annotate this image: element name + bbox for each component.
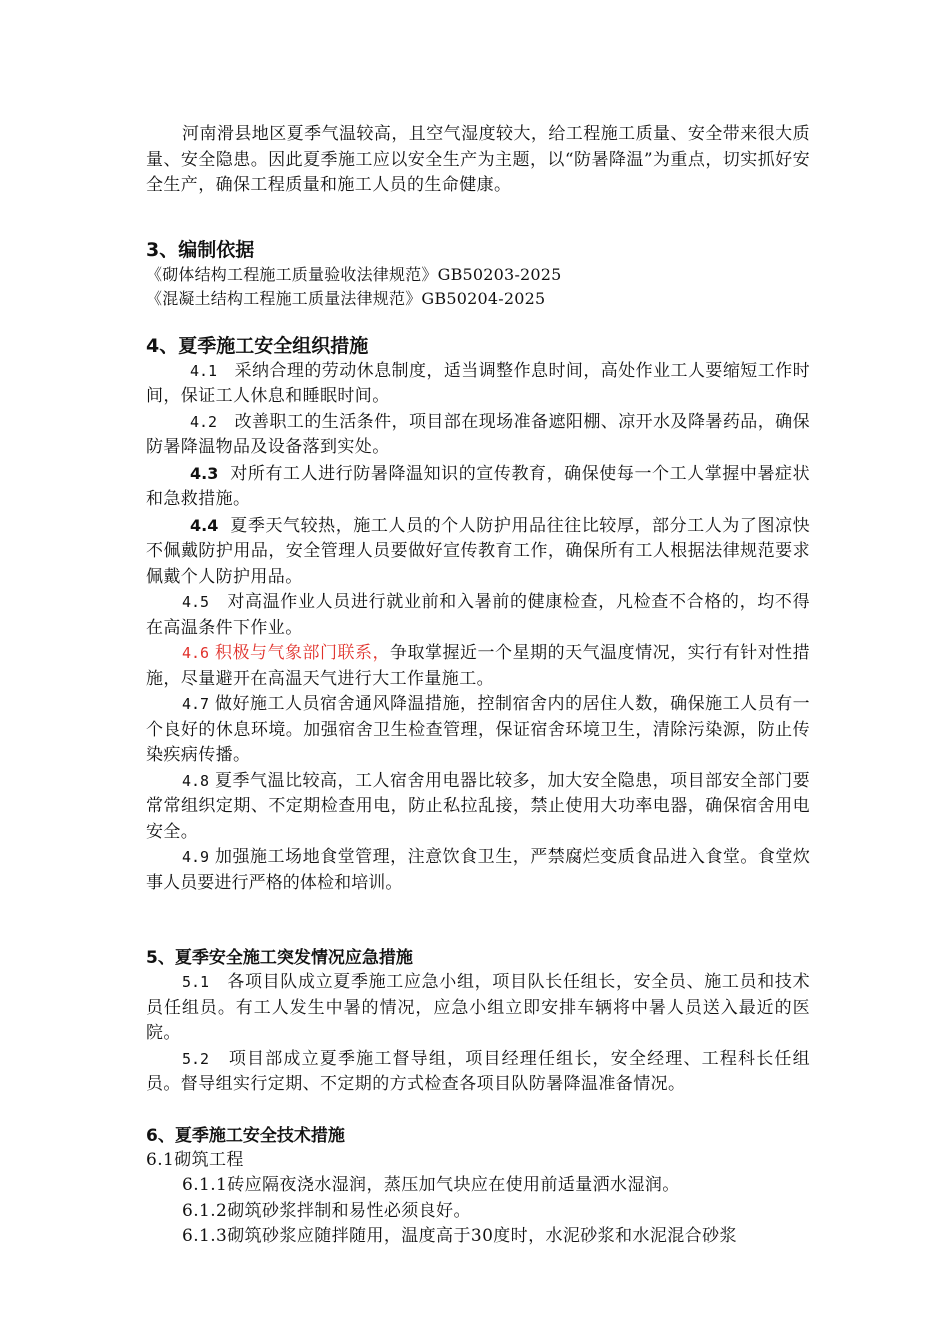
technical-item: 6.1.3砌筑砂浆应随拌随用，温度高于30度时，水泥砂浆和水泥混合砂浆: [182, 1226, 737, 1246]
section-6-heading: 6、夏季施工安全技术措施: [146, 1125, 345, 1146]
measure-item: [146, 845, 810, 896]
section-4-heading: 4、夏季施工安全组织措施: [146, 334, 369, 357]
highlighted-text: 积极与气象部门联系，: [215, 643, 391, 663]
item-text: 对高温作业人员进行就业前和入暑前的健康检查，凡检查不合格的，均不得在高温条件下作业。: [146, 592, 810, 638]
section-5-heading: 5、夏季安全施工突发情况应急措施: [146, 948, 413, 968]
measure-item: [146, 513, 810, 591]
item-number: 5.2: [182, 1049, 210, 1068]
item-number: 4.6 积极与气象部门联系，: [182, 643, 391, 663]
item-number: 5.1: [182, 973, 210, 991]
item-number: 4.7: [182, 695, 210, 713]
item-text: 加强施工场地食堂管理，注意饮食卫生，严禁腐烂变质食品进入食堂。食堂炊事人员要进行严格的体检和培训。: [146, 847, 810, 893]
item-text: 夏季气温比较高，工人宿舍用电器比较多，加大安全隐患，项目部安全部门要常常组织定期、不定期检查用电，防止私拉乱接，禁止使用大功率电器，确保宿舍用电安全。: [146, 770, 810, 842]
item-text: 采纳合理的劳动休息制度，适当调整作息时间，高处作业工人要缩短工作时间，保证工人休息和睡眠时间。: [146, 360, 810, 406]
item-number: 4.1: [190, 361, 218, 380]
item-text: 各项目队成立夏季施工应急小组，项目队长任组长，安全员、施工员和技术员任组员。有工人发生中暑的情况，应急小组立即安排车辆将中暑人员送入最近的医院。: [146, 972, 810, 1043]
item-text: 做好施工人员宿舍通风降温措施，控制宿舍内的居住人数，确保施工人员有一个良好的休息环境。加强宿舍卫生检查管理，保证宿舍环境卫生，清除污染源，防止传染疾病传播。: [146, 694, 810, 765]
item-text: 项目部成立夏季施工督导组，项目经理任组长，安全经理、工程科长任组员。督导组实行定期、不定期的方式检查各项目队防暑降温准备情况。: [146, 1048, 810, 1094]
measure-item: [146, 590, 810, 641]
document-page: [146, 122, 810, 1250]
item-text: 争取掌握近一个星期的天气温度情况，实行有针对性措施，尽量避开在高温天气进行大工作量施工。: [146, 643, 811, 689]
measure-item: [146, 461, 810, 513]
item-text: 对所有工人进行防暑降温知识的宣传教育，确保使每一个工人掌握中暑症状和急救措施。: [146, 463, 810, 509]
item-text: 改善职工的生活条件，项目部在现场准备遮阳棚、凉开水及降暑药品，确保防暑降温物品及设备落到实处。: [146, 411, 810, 457]
item-number: 4.4: [190, 515, 219, 535]
measure-item: [146, 1047, 810, 1098]
item-number: 4.9: [182, 848, 210, 866]
subsection-title: 6.1砌筑工程: [146, 1149, 244, 1170]
measure-item: [146, 410, 810, 461]
measure-item: [146, 692, 810, 769]
technical-item: 6.1.2砌筑砂浆拌制和易性必须良好。: [182, 1200, 471, 1221]
item-number: 4.2: [190, 412, 218, 431]
reference-item: 《混凝土结构工程施工质量法律规范》GB50204-2025: [146, 288, 546, 308]
item-number: 4.3: [190, 463, 219, 483]
measure-item: [146, 359, 810, 410]
item-number: 4.5: [182, 593, 210, 611]
measure-item: [146, 970, 810, 1047]
item-number: 4.8: [182, 771, 210, 790]
measure-item-highlighted: [146, 641, 810, 692]
reference-item: 《砌体结构工程施工质量验收法律规范》GB50203-2025: [146, 264, 562, 284]
intro-paragraph: 河南滑县地区夏季气温较高，且空气湿度较大，给工程施工质量、安全带来很大质量、安全隐患。因此夏季施工应以安全生产为主题，以“防暑降温”为重点，切实抓好安全生产，确保工程质量和施工人员的生命健康。: [146, 124, 810, 195]
measure-item: [146, 769, 810, 846]
section-3-heading: 3、编制依据: [146, 238, 255, 261]
item-text: 夏季天气较热，施工人员的个人防护用品往往比较厚，部分工人为了图凉快不佩戴防护用品，安全管理人员要做好宣传教育工作，确保所有工人根据法律规范要求佩戴个人防护用品。: [146, 515, 810, 587]
technical-item: 6.1.1砖应隔夜浇水湿润，蒸压加气块应在使用前适量洒水湿润。: [182, 1175, 680, 1195]
